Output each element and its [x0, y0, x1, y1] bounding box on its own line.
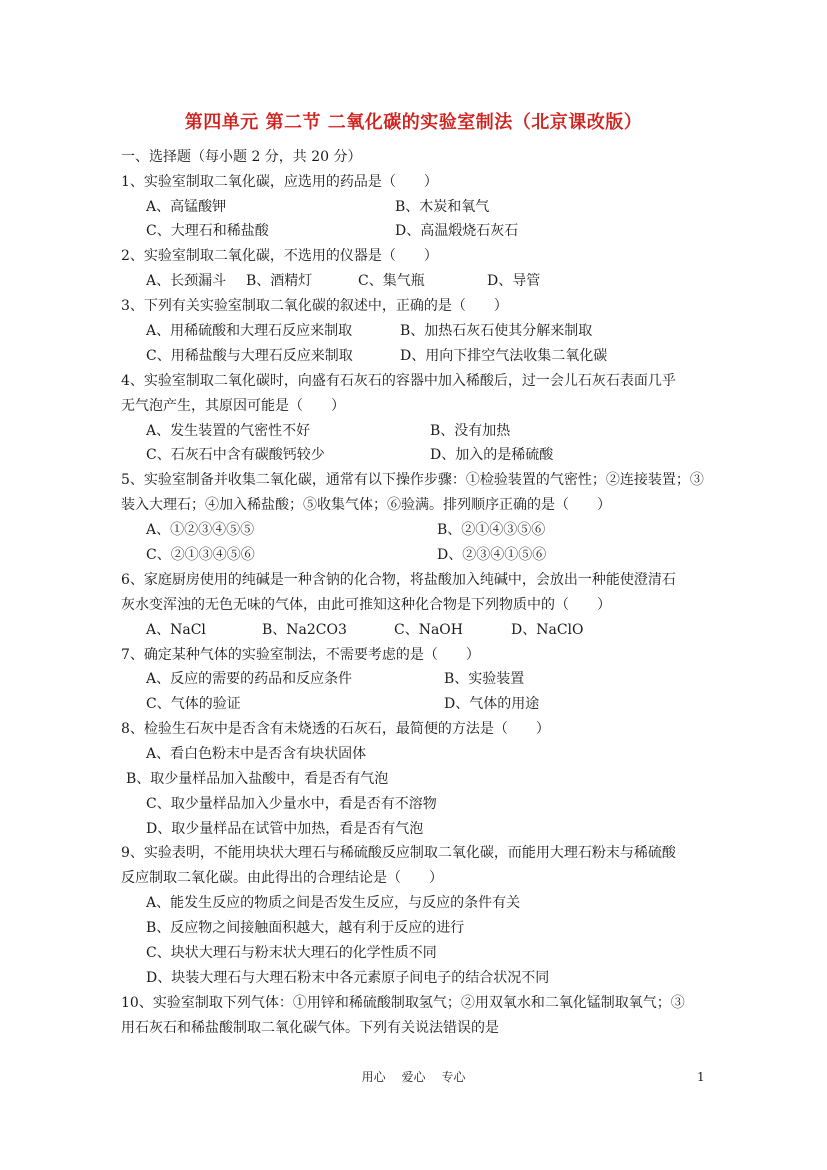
question-5-option-d: D、②③④①⑤⑥	[437, 547, 547, 563]
question-3-option-c: C、用稀盐酸与大理石反应来制取	[146, 348, 353, 364]
question-6-option-c: C、NaOH	[394, 622, 463, 638]
page-title: 第四单元 第二节 二氧化碳的实验室制法（北京课改版）	[184, 112, 643, 133]
question-2-stem: 2、实验室制取二氧化碳，不选用的仪器是（ ）	[121, 248, 438, 264]
question-3-stem: 3、下列有关实验室制取二氧化碳的叙述中，正确的是（ ）	[121, 298, 508, 314]
page-number: 1	[697, 1070, 705, 1084]
question-8-option-b: B、取少量样品加入盐酸中，看是否有气泡	[126, 771, 389, 787]
question-4-option-a: A、发生装置的气密性不好	[146, 423, 311, 439]
question-5-option-a: A、①②③④⑤⑤	[146, 522, 255, 538]
question-8-stem: 8、检验生石灰中是否含有未烧透的石灰石，最简便的方法是（ ）	[121, 721, 550, 737]
question-1-option-d: D、高温煅烧石灰石	[395, 223, 519, 239]
question-4-stem-line-2: 无气泡产生，其原因可能是（ ）	[121, 398, 345, 414]
question-8-option-a: A、看白色粉末中是否含有块状固体	[146, 746, 367, 762]
question-3-option-b: B、加热石灰石使其分解来制取	[400, 323, 593, 339]
question-5-option-b: B、②①④③⑤⑥	[437, 522, 546, 538]
question-5-option-c: C、②①③④⑤⑥	[146, 547, 255, 563]
question-10-stem-line-1: 10、实验室制取下列气体：①用锌和稀硫酸制取氢气；②用双氧水和二氧化锰制取氧气；③	[121, 995, 685, 1011]
question-2-option-b: B、酒精灯	[246, 273, 313, 289]
question-6-option-d: D、NaClO	[511, 622, 584, 638]
question-4-option-d: D、加入的是稀硫酸	[430, 447, 554, 463]
question-7-option-d: D、气体的用途	[444, 696, 540, 712]
question-6-stem-line-2: 灰水变浑浊的无色无味的气体，由此可推知这种化合物是下列物质中的（ ）	[121, 597, 611, 613]
question-7-option-c: C、气体的验证	[146, 696, 241, 712]
question-3-option-d: D、用向下排空气法收集二氧化碳	[400, 348, 608, 364]
section-heading: 一、选择题（每小题 2 分，共 20 分）	[121, 149, 362, 165]
question-7-stem: 7、确定某种气体的实验室制法，不需要考虑的是（ ）	[121, 647, 480, 663]
question-1-option-b: B、木炭和氧气	[395, 199, 490, 215]
question-9-option-d: D、块装大理石与大理石粉末中各元素原子间电子的结合状况不同	[146, 970, 550, 986]
question-9-stem-line-1: 9、实验表明，不能用块状大理石与稀硫酸反应制取二氧化碳，而能用大理石粉末与稀硫酸	[121, 845, 676, 861]
question-7-option-a: A、反应的需要的药品和反应条件	[146, 671, 353, 687]
question-10-stem-line-2: 用石灰石和稀盐酸制取二氧化碳气体。下列有关说法错误的是	[121, 1020, 499, 1036]
footer-word-1: 用心	[361, 1070, 386, 1084]
question-5-stem-line-1: 5、实验室制备并收集二氧化碳，通常有以下操作步骤：①检验装置的气密性；②连接装置；③	[121, 472, 704, 488]
question-1-option-a: A、高锰酸钾	[146, 199, 227, 215]
question-2-option-d: D、导管	[487, 273, 541, 289]
question-6-stem-line-1: 6、家庭厨房使用的纯碱是一种含钠的化合物，将盐酸加入纯碱中，会放出一种能使澄清石	[121, 572, 676, 588]
question-3-option-a: A、用稀硫酸和大理石反应来制取	[146, 323, 353, 339]
question-9-stem-line-2: 反应制取二氧化碳。由此得出的合理结论是（ ）	[121, 870, 443, 886]
question-6-option-a: A、NaCl	[146, 622, 206, 638]
footer-word-3: 专心	[441, 1070, 466, 1084]
question-7-option-b: B、实验装置	[444, 671, 525, 687]
question-9-option-c: C、块状大理石与粉末状大理石的化学性质不同	[146, 945, 437, 961]
question-8-option-c: C、取少量样品加入少量水中，看是否有不溶物	[146, 796, 437, 812]
question-1-stem: 1、实验室制取二氧化碳，应选用的药品是（ ）	[121, 174, 438, 190]
question-1-option-c: C、大理石和稀盐酸	[146, 223, 269, 239]
question-6-option-b: B、Na2CO3	[262, 622, 347, 638]
question-9-option-a: A、能发生反应的物质之间是否发生反应，与反应的条件有关	[146, 895, 521, 911]
question-4-option-b: B、没有加热	[430, 423, 511, 439]
question-5-stem-line-2: 装入大理石；④加入稀盐酸；⑤收集气体；⑥验满。排列顺序正确的是（ ）	[121, 497, 611, 513]
question-8-option-d: D、取少量样品在试管中加热，看是否有气泡	[146, 821, 424, 837]
question-9-option-b: B、反应物之间接触面积越大，越有利于反应的进行	[146, 920, 465, 936]
question-2-option-c: C、集气瓶	[358, 273, 425, 289]
question-4-stem-line-1: 4、实验室制取二氧化碳时，向盛有石灰石的容器中加入稀酸后，过一会儿石灰石表面几乎	[121, 373, 676, 389]
question-2-option-a: A、长颈漏斗	[146, 273, 227, 289]
question-4-option-c: C、石灰石中含有碳酸钙较少	[146, 447, 325, 463]
footer-word-2: 爱心	[401, 1070, 426, 1084]
